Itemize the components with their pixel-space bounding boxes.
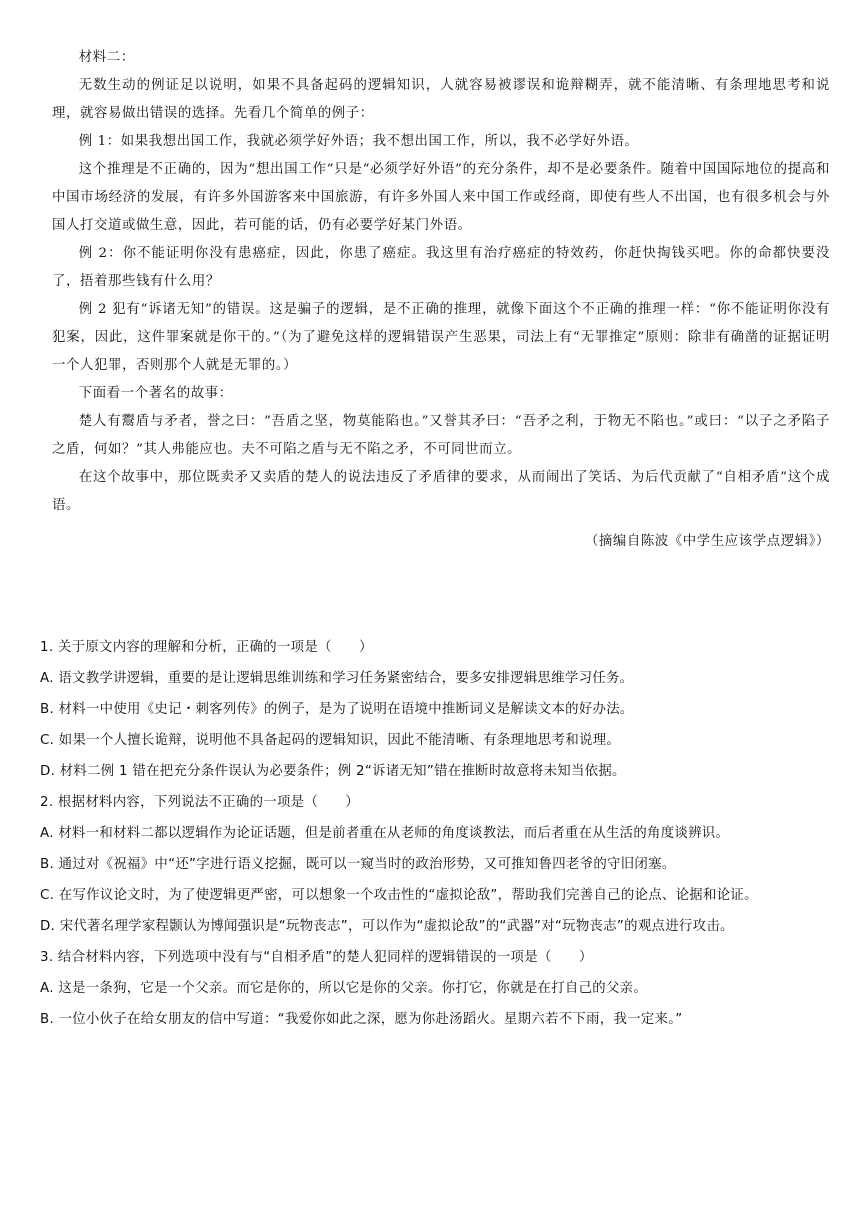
passage-source: （摘编自陈波《中学生应该学点逻辑》） bbox=[584, 534, 830, 549]
question-1-option-c: C. 如果一个人擅长诡辩，说明他不具备起码的逻辑知识，因此不能清晰、有条理地思考和说理。 bbox=[40, 733, 621, 748]
question-1-option-d: D. 材料二例 1 错在把充分条件误认为必要条件；例 2“诉诸无知”错在推断时故意将未知当依据。 bbox=[40, 764, 626, 779]
passage-paragraph-5: 例 2 犯有“诉诸无知”的错误。这是骗子的逻辑，是不正确的推理，就像下面这个不正确的推理一样：“你不能证明你没有犯案，因此，这件罪案就是你干的。”（为了避免这样的逻辑错误产生恶果，司法上有“无罪推定”原则：除非有确凿的证据证明一个人犯罪，否则那个人就是无罪的。） bbox=[52, 302, 830, 373]
passage-paragraph-8: 在这个故事中，那位既卖矛又卖盾的楚人的说法违反了矛盾律的要求，从而闹出了笑话、为后代贡献了“自相矛盾”这个成语。 bbox=[52, 470, 830, 513]
question-3-option-b: B. 一位小伙子在给女朋友的信中写道：“我爱你如此之深，愿为你赴汤蹈火。星期六若不下雨，我一定来。” bbox=[40, 1012, 683, 1027]
question-1-stem: 1. 关于原文内容的理解和分析，正确的一项是（ ） bbox=[40, 640, 373, 655]
question-1-option-a: A. 语文教学讲逻辑，重要的是让逻辑思维训练和学习任务紧密结合，要多安排逻辑思维学习任务。 bbox=[40, 671, 634, 686]
question-2-option-a: A. 材料一和材料二都以逻辑作为论证话题，但是前者重在从老师的角度谈教法，而后者重在从生活的角度谈辨识。 bbox=[40, 826, 730, 841]
passage-paragraph-3: 这个推理是不正确的，因为“想出国工作”只是“必须学好外语”的充分条件，却不是必要条件。随着中国国际地位的提高和中国市场经济的发展，有许多外国游客来中国旅游，有许多外国人来中国工作或经商，即使有些人不出国，也有很多机会与外国人打交道或做生意，因此，若可能的话，仍有必要学好某门外语。 bbox=[52, 162, 830, 233]
question-2-stem: 2. 根据材料内容，下列说法不正确的一项是（ ） bbox=[40, 795, 360, 810]
question-2-option-c: C. 在写作议论文时，为了使逻辑更严密，可以想象一个攻击性的“虚拟论敌”，帮助我们完善自己的论点、论据和论证。 bbox=[40, 888, 758, 903]
passage-heading: 材料二： bbox=[78, 50, 135, 65]
question-3-stem: 3. 结合材料内容，下列选项中没有与“自相矛盾”的楚人犯同样的逻辑错误的一项是（ ） bbox=[40, 950, 593, 965]
question-list bbox=[40, 632, 830, 1035]
question-3-option-a: A. 这是一条狗，它是一个父亲。而它是你的，所以它是你的父亲。你打它，你就是在打自己的父亲。 bbox=[40, 981, 648, 996]
passage-paragraph-1: 无数生动的例证足以说明，如果不具备起码的逻辑知识，人就容易被谬误和诡辩糊弄，就不能清晰、有条理地思考和说理，就容易做出错误的选择。先看几个简单的例子： bbox=[52, 78, 830, 121]
reading-passage bbox=[52, 44, 830, 556]
passage-paragraph-4: 例 2：你不能证明你没有患癌症，因此，你患了癌症。我这里有治疗癌症的特效药，你赶快掏钱买吧。你的命都快要没了，捂着那些钱有什么用？ bbox=[52, 246, 830, 289]
passage-paragraph-7: 楚人有鬻盾与矛者，誉之曰：“吾盾之坚，物莫能陷也。”又誉其矛曰：“吾矛之利，于物无不陷也。”或曰：“以子之矛陷子之盾，何如？”其人弗能应也。夫不可陷之盾与无不陷之矛，不可同世而立。 bbox=[52, 414, 830, 457]
passage-paragraph-6: 下面看一个著名的故事： bbox=[78, 386, 233, 401]
question-2-option-b: B. 通过对《祝福》中“还”字进行语义挖掘，既可以一窥当时的政治形势，又可推知鲁四老爷的守旧闭塞。 bbox=[40, 857, 676, 872]
question-2-option-d: D. 宋代著名理学家程颢认为博闻强识是“玩物丧志”，可以作为“虚拟论敌”的“武器”对“玩物丧志”的观点进行攻击。 bbox=[40, 919, 734, 934]
question-1-option-b: B. 材料一中使用《史记・刺客列传》的例子，是为了说明在语境中推断词义是解读文本的好办法。 bbox=[40, 702, 634, 717]
passage-paragraph-2: 例 1：如果我想出国工作，我就必须学好外语；我不想出国工作，所以，我不必学好外语。 bbox=[78, 134, 639, 149]
